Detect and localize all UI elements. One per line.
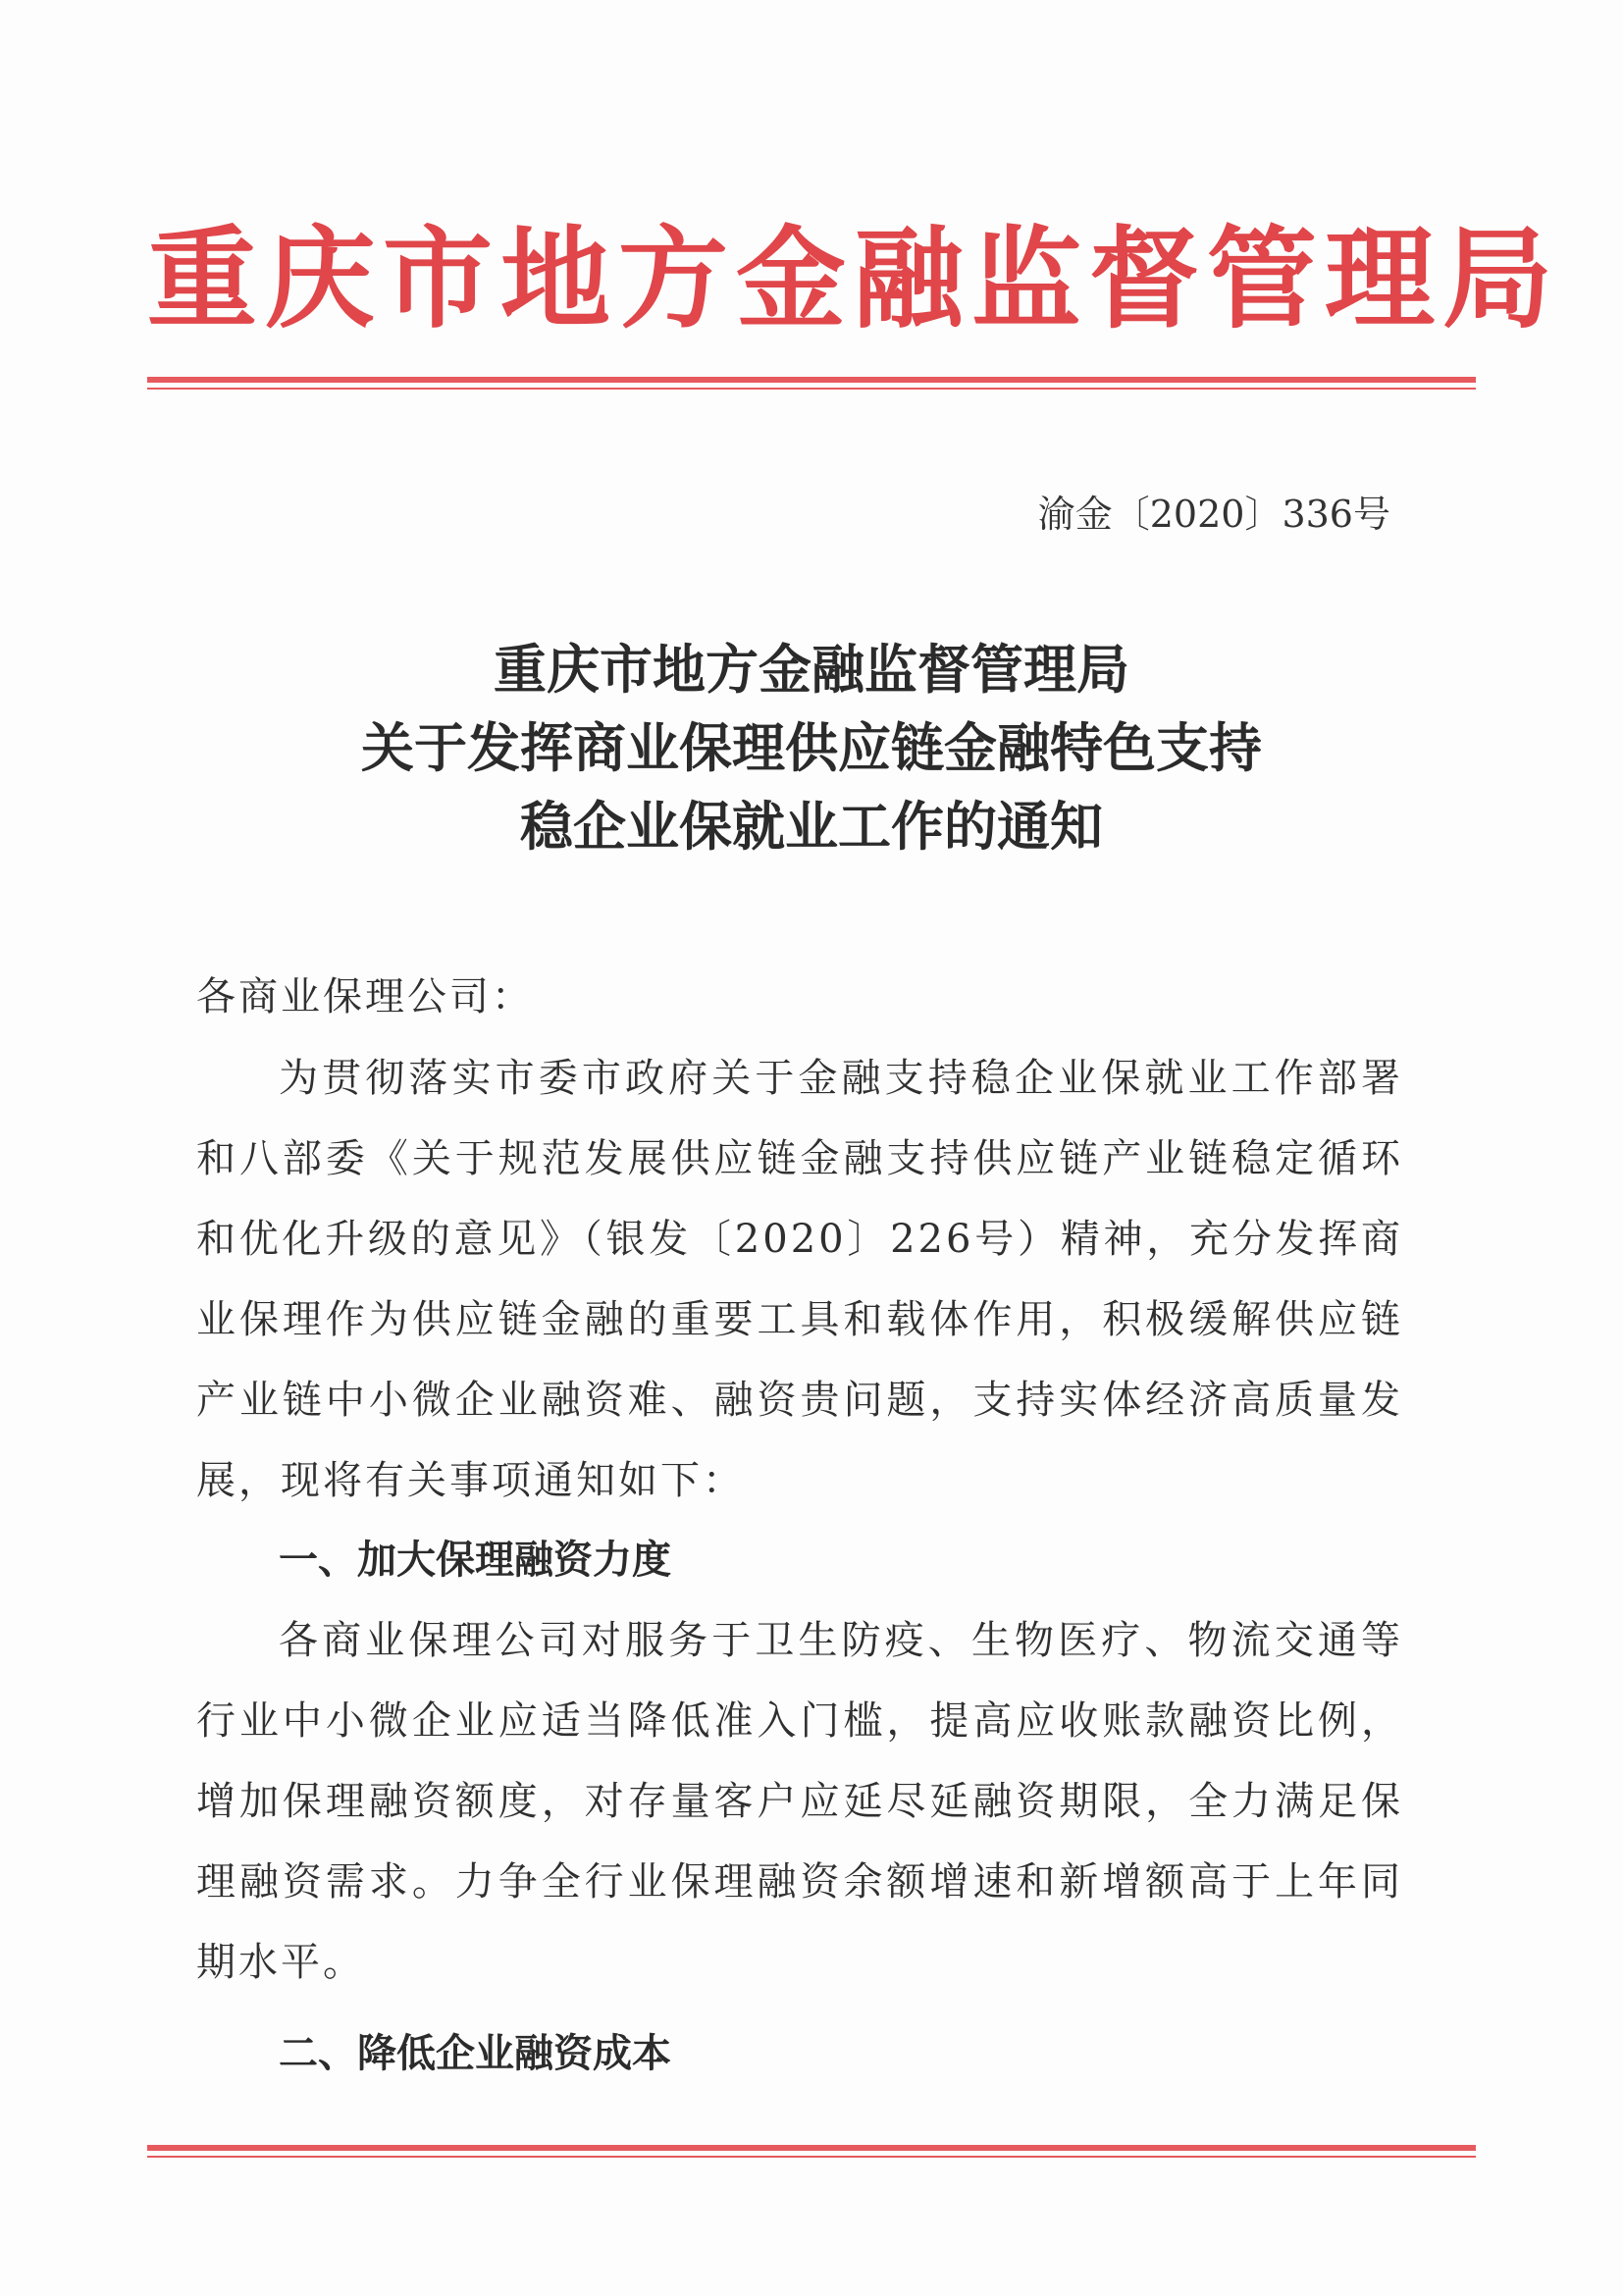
document-title (196, 631, 1427, 866)
section-2-heading: 二、降低企业融资成本 (279, 2031, 671, 2076)
section-1-heading: 一、加大保理融资力度 (279, 1538, 671, 1583)
header-red-rule (147, 377, 1476, 383)
agency-header: 重庆市地方金融监督管理局 (147, 215, 1560, 343)
footer-red-rule (147, 2145, 1476, 2151)
paragraph-intro: 为贯彻落实市委市政府关于金融支持稳企业保就业工作部署和八部委《关于规范发展供应链金融支持供应链产业链稳定循环和优化升级的意见》（银发〔2020〕226号）精神，充分发挥商业保理作为供应链金融的重要工具和载体作用，积极缓解供应链产业链中小微企业融资难、融资贵问题，支持实体经济高质量发展，现将有关事项通知如下： (196, 1056, 1403, 1503)
document-number: 渝金〔2020〕336号 (1037, 493, 1390, 536)
title-line-2: 关于发挥商业保理供应链金融特色支持 (361, 717, 1262, 779)
title-line-3: 稳企业保就业工作的通知 (520, 796, 1103, 858)
title-line-1: 重庆市地方金融监督管理局 (494, 639, 1129, 701)
paragraph-section-1: 各商业保理公司对服务于卫生防疫、生物医疗、物流交通等行业中小微企业应适当降低准入门槛，提高应收账款融资比例，增加保理融资额度，对存量客户应延尽延融资期限，全力满足保理融资需求。力争全行业保理融资余额增速和新增额高于上年同期水平。 (196, 1618, 1403, 1985)
salutation: 各商业保理公司： (196, 974, 534, 1019)
